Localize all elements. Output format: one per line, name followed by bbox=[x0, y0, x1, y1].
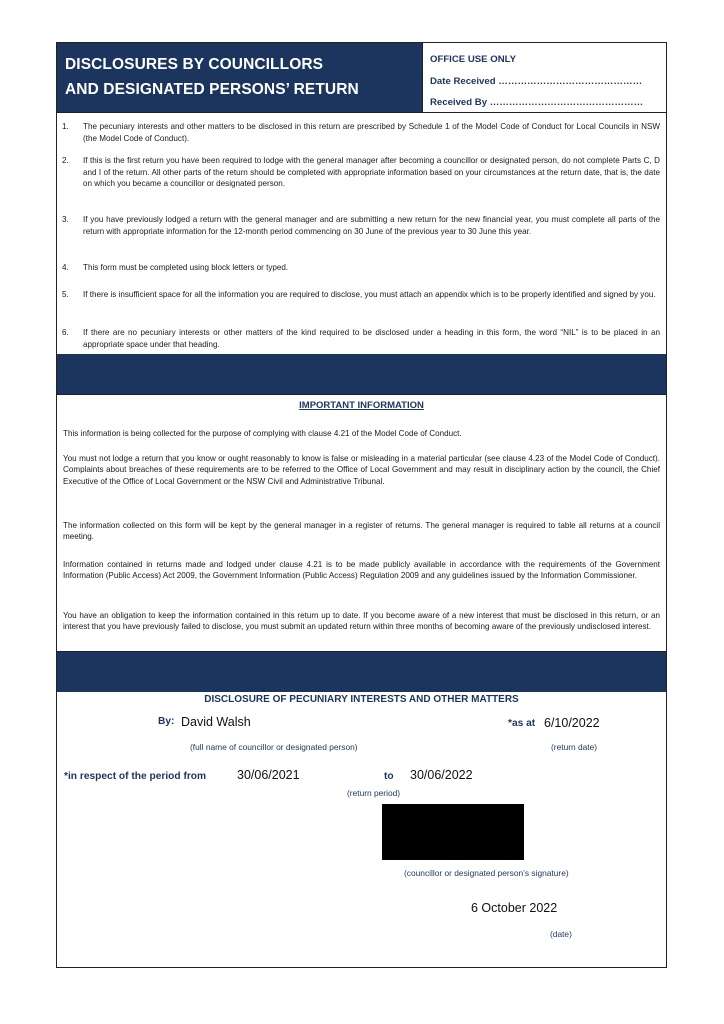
disclosure-heading: DISCLOSURE OF PECUNIARY INTERESTS AND OTHER MATTERS bbox=[204, 694, 519, 705]
instruction-number: 6. bbox=[62, 328, 69, 337]
date-caption: (date) bbox=[550, 929, 572, 939]
important-paragraph: You have an obligation to keep the information contained in this return up to date. If you become aware of a new interest that must be disclosed in this return, or an interest that you have previously failed to disclose, you must submit an updated return within three months of becoming aware of the previously undisclosed interest. bbox=[63, 611, 660, 632]
office-use-label: OFFICE USE ONLY bbox=[430, 54, 517, 65]
instruction-item bbox=[62, 214, 660, 237]
instruction-text: This form must be completed using block letters or typed. bbox=[83, 263, 289, 272]
important-information-section bbox=[57, 394, 666, 652]
instruction-text: If this is the first return you have been required to lodge with the general manager after becoming a councillor or designated person, do not complete Parts C, D and I of the return. All other parts of the return should be completed with appropriate information based on your circumstances at the return date, that is, the date on which you became a councillor or designated person. bbox=[83, 156, 660, 189]
signature-caption: (councillor or designated person’s signature) bbox=[404, 868, 569, 878]
important-paragraph: The information collected on this form will be kept by the general manager in a register of returns. The general manager is required to table all returns at a council meeting. bbox=[63, 521, 660, 542]
form-title-line-2: AND DESIGNATED PERSONS’ RETURN bbox=[65, 81, 359, 98]
instruction-text: The pecuniary interests and other matters to be disclosed in this return are prescribed by Schedule 1 of the Model Code of Conduct for Local Councils in NSW (the Model Code of Conduct). bbox=[83, 122, 660, 143]
instruction-text: If there are no pecuniary interests or other matters of the kind required to be disclosed under a heading in this form, the word “NIL” is to be placed in an appropriate space under that heading. bbox=[83, 328, 660, 349]
instruction-item bbox=[62, 327, 660, 350]
period-to-value: 30/06/2022 bbox=[410, 768, 473, 782]
instruction-number: 3. bbox=[62, 215, 69, 224]
instruction-number: 5. bbox=[62, 290, 69, 299]
instruction-number: 4. bbox=[62, 263, 69, 272]
period-from-value: 30/06/2021 bbox=[237, 768, 300, 782]
return-date-caption: (return date) bbox=[551, 742, 598, 752]
important-paragraph: You must not lodge a return that you know or ought reasonably to know is false or misleading in a material particular (see clause 4.23 of the Model Code of Conduct). Complaints about breaches of these requirements are to be referred to the Office of Local Government and may result in disciplinary action by the council, the Chief Executive of the Office of Local Government or the NSW Civil and Administrative Tribunal. bbox=[63, 454, 660, 486]
instruction-text: If you have previously lodged a return with the general manager and are submitting a new return for the new financial year, you must complete all parts of the return with appropriate information for the 12-month period commencing on 30 June of the previous year to 30 June this year. bbox=[83, 215, 660, 236]
office-use-box bbox=[422, 43, 666, 112]
name-caption: (full name of councillor or designated person) bbox=[190, 742, 358, 752]
important-paragraph: This information is being collected for the purpose of complying with clause 4.21 of the Model Code of Conduct. bbox=[63, 429, 462, 438]
important-paragraph: Information contained in returns made and lodged under clause 4.21 is to be made publicly available in accordance with the requirements of the Government Information (Public Access) Act 2009, the Government Information (Public Access) Regulation 2009 and any guidelines issued by the Information Commissioner. bbox=[63, 560, 660, 581]
instructions-list bbox=[57, 112, 666, 354]
instruction-item bbox=[62, 155, 660, 190]
period-label: *in respect of the period from bbox=[64, 771, 207, 782]
important-heading: IMPORTANT INFORMATION bbox=[299, 400, 424, 411]
by-label: By: bbox=[158, 716, 175, 727]
signed-date-value: 6 October 2022 bbox=[471, 901, 558, 915]
instruction-number: 1. bbox=[62, 122, 69, 131]
instruction-item bbox=[62, 289, 660, 301]
period-caption: (return period) bbox=[347, 788, 401, 798]
instruction-item bbox=[62, 262, 660, 274]
as-at-label: *as at bbox=[508, 718, 536, 729]
received-by-field: Received By ………………………………………… bbox=[430, 97, 644, 108]
redacted-signature bbox=[382, 804, 524, 860]
divider-band bbox=[57, 354, 666, 394]
to-label: to bbox=[384, 771, 394, 782]
instruction-text: If there is insufficient space for all the information you are required to disclose, you must attach an appendix which is to be properly identified and signed by you. bbox=[83, 290, 656, 299]
form-frame bbox=[56, 42, 667, 968]
return-date-value: 6/10/2022 bbox=[544, 716, 600, 730]
instruction-number: 2. bbox=[62, 156, 69, 165]
form-title-block bbox=[57, 43, 422, 112]
divider-band bbox=[57, 652, 666, 692]
form-title-line-1: DISCLOSURES BY COUNCILLORS bbox=[65, 56, 324, 73]
date-received-field: Date Received ……………………………………… bbox=[430, 76, 643, 87]
instruction-item bbox=[62, 121, 660, 144]
councillor-name: David Walsh bbox=[181, 715, 251, 729]
